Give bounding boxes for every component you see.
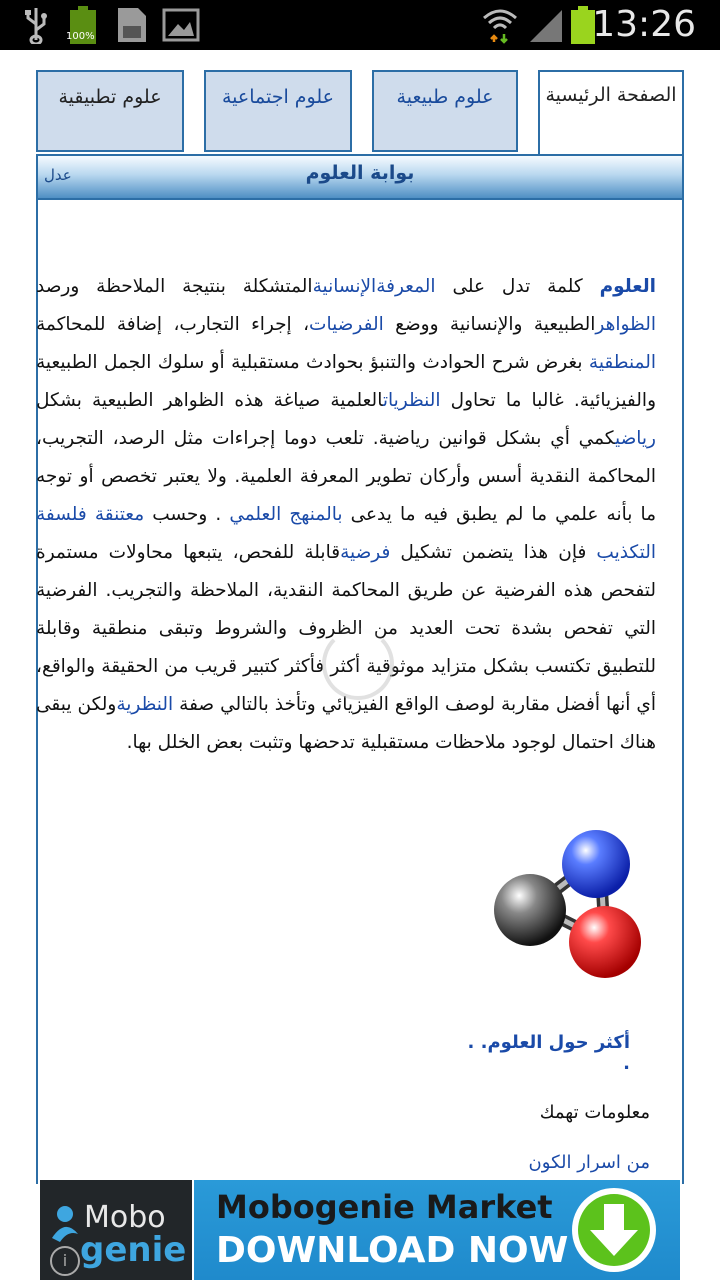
link-falsification[interactable]: معتنقة فلسفة التكذيب bbox=[36, 504, 657, 563]
text-run: كمي أي بشكل قوانين رياضية. تلعب دوما إجراءات مثل الرصد، التجريب، المحاكمة النقدية أسس وأركان تطوير المعرفة العلمية. ولا يعتبر تخصص أو توجه ما بأنه علمي ما لم يطبق فيه ما يدعى bbox=[36, 428, 657, 525]
universe-secrets-link[interactable]: من اسرار الكون bbox=[528, 1152, 650, 1173]
text-run: كلمة تدل على bbox=[435, 276, 600, 297]
link-theory[interactable]: النظرية bbox=[116, 694, 174, 715]
text-run: قابلة للفحص، يتبعها محاولات مستمرة لتفحص هذه الفرضية عن طريق المحاكمة النقدية، الملاحظة والتجريب. الفرضية التي تفحص بشدة تحت العديد من الظروف والشروط وتبقى منطقية وقابلة للتطبيق تكتسب بشكل متزايد موثوقية أكثر فأكثر كتبير قريب من الحقيقة والواقع، أي أنها أفضل مقاربة لوصف الواقع الفيزيائي وتأخذ بالتالي صفة bbox=[36, 542, 656, 715]
ad-cta: DOWNLOAD NOW bbox=[216, 1230, 569, 1271]
text-run: ولكن يبقى هناك احتمال لوجود ملاحظات مستقبلية تدحضها وتثبت بعض الخلل بها. bbox=[36, 694, 656, 753]
genie-icon bbox=[48, 1204, 82, 1244]
link-human[interactable]: الإنسانية bbox=[312, 276, 377, 297]
link-hypotheses[interactable]: الفرضيات bbox=[309, 314, 384, 335]
link-phenomena[interactable]: الظواهر bbox=[595, 314, 657, 335]
text-run: بغرض شرح الحوادث والتنبؤ بحوادث مستقبلية أو سلوك الجمل الطبيعية والفيزيائية. غالبا ما تحاول bbox=[36, 352, 657, 411]
text-run: العلمية صياغة هذه الظواهر الطبيعية بشكل bbox=[36, 390, 383, 411]
signal-icon bbox=[528, 6, 564, 44]
loading-spinner-icon bbox=[322, 628, 394, 700]
section-title: معلومات تهمك bbox=[539, 1102, 650, 1123]
wifi-icon bbox=[480, 6, 520, 44]
usb-icon bbox=[22, 6, 50, 44]
link-scientific-method[interactable]: بالمنهج العلمي bbox=[229, 504, 343, 525]
sd-card-icon bbox=[114, 6, 148, 44]
link-hypothesis[interactable]: فرضية bbox=[340, 542, 391, 563]
tab-label: علوم طبيعية bbox=[396, 86, 494, 108]
ad-banner[interactable] bbox=[40, 1180, 680, 1280]
clock: 13:26 bbox=[592, 4, 696, 45]
logo-text-top: Mobo bbox=[84, 1200, 166, 1235]
status-bar bbox=[0, 0, 720, 50]
more-about-sciences-link[interactable]: أكثر حول العلوم. . . bbox=[467, 1032, 630, 1074]
tab-home[interactable] bbox=[538, 70, 684, 156]
download-arrow-icon[interactable] bbox=[570, 1186, 658, 1274]
ad-main[interactable] bbox=[194, 1180, 680, 1280]
text-run: الطبيعية والإنسانية ووضع bbox=[383, 314, 596, 335]
link-knowledge[interactable]: المعرفة bbox=[376, 276, 436, 297]
link-mathematical[interactable]: رياضي bbox=[614, 428, 656, 449]
link-sciences[interactable]: العلوم bbox=[599, 276, 657, 297]
battery-percent: 100% bbox=[66, 31, 95, 42]
mobogenie-logo bbox=[40, 1180, 192, 1280]
tab-natural-sciences[interactable] bbox=[372, 70, 518, 152]
image-icon bbox=[162, 6, 200, 44]
edit-link[interactable]: عدل bbox=[44, 166, 72, 184]
ad-title: Mobogenie Market bbox=[216, 1188, 553, 1226]
text-run: المتشكلة بنتيجة الملاحظة ورصد bbox=[36, 276, 313, 297]
molecule-icon bbox=[490, 826, 650, 986]
text-run: فإن هذا يتضمن تشكيل bbox=[390, 542, 597, 563]
link-theories[interactable]: النظريات bbox=[382, 390, 441, 411]
tab-label: الصفحة الرئيسية bbox=[545, 84, 677, 106]
info-icon[interactable]: i bbox=[50, 1246, 80, 1276]
link-logic[interactable]: المنطقية bbox=[588, 352, 656, 373]
tab-label: علوم اجتماعية bbox=[221, 86, 335, 108]
portal-header bbox=[38, 156, 682, 200]
portal-title: بوابة العلوم bbox=[305, 162, 415, 184]
tab-applied-sciences[interactable] bbox=[36, 70, 184, 152]
text-run: ، إجراء التجارب، إضافة للمحاكمة bbox=[36, 314, 310, 335]
text-run: . وحسب bbox=[144, 504, 230, 525]
tab-social-sciences[interactable] bbox=[204, 70, 352, 152]
logo-text-bottom: genie bbox=[80, 1230, 187, 1270]
tab-label: علوم تطبيقية bbox=[58, 86, 162, 108]
